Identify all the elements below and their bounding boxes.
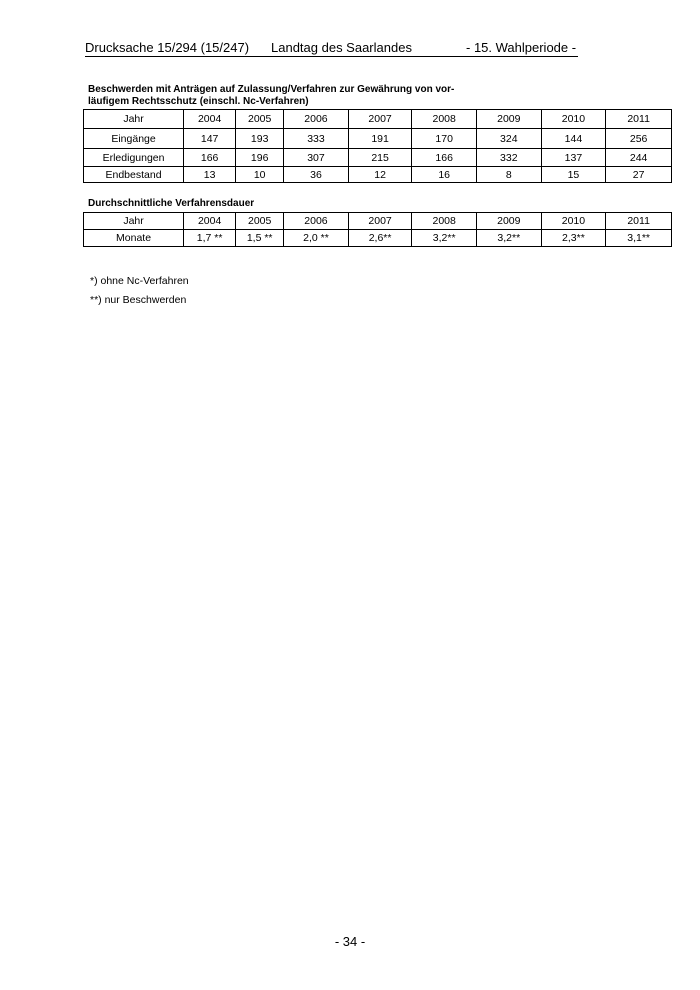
table-cell: 2,0 ** xyxy=(284,230,349,247)
table-cell: 2009 xyxy=(477,110,542,129)
table-cell: 137 xyxy=(541,149,606,167)
table-row xyxy=(84,167,672,183)
table-cell: 170 xyxy=(412,129,477,149)
table-cell: 3,1** xyxy=(606,230,672,247)
table-cell: 307 xyxy=(284,149,349,167)
document-number: Drucksache 15/294 (15/247) xyxy=(85,40,250,55)
table-cell: 166 xyxy=(184,149,236,167)
table1-caption-line2: läufigem Rechtsschutz (einschl. Nc-Verfahren) xyxy=(88,96,309,107)
table1-caption xyxy=(88,84,488,108)
header-underline xyxy=(85,56,578,57)
table-cell: 2,3** xyxy=(541,230,606,247)
table-cell: 2006 xyxy=(284,213,349,230)
table-cell: 8 xyxy=(477,167,542,183)
table-cell: 2004 xyxy=(184,213,236,230)
table-cell: 2009 xyxy=(477,213,542,230)
table-cell: 2007 xyxy=(348,213,412,230)
table-cell: 2011 xyxy=(606,213,672,230)
table-cell: 147 xyxy=(184,129,236,149)
page-number: - 34 - xyxy=(334,934,366,949)
table-cell: 2004 xyxy=(184,110,236,129)
table-row xyxy=(84,149,672,167)
table-cell: 332 xyxy=(477,149,542,167)
table2-caption: Durchschnittliche Verfahrensdauer xyxy=(88,198,255,209)
table-row xyxy=(84,129,672,149)
table-cell: Endbestand xyxy=(84,167,184,183)
table-cell: 193 xyxy=(236,129,284,149)
table-cell: 196 xyxy=(236,149,284,167)
table-cell: 333 xyxy=(284,129,349,149)
table1-caption-line1: Beschwerden mit Anträgen auf Zulassung/Verfahren zur Gewährung von vor- xyxy=(88,84,455,95)
table-cell: 16 xyxy=(412,167,477,183)
table-cell: Erledigungen xyxy=(84,149,184,167)
table-cell: 256 xyxy=(606,129,672,149)
table-cell: 2005 xyxy=(236,110,284,129)
table-cell: 10 xyxy=(236,167,284,183)
complaints-table xyxy=(83,109,672,183)
table-row xyxy=(84,110,672,129)
table-cell: 2008 xyxy=(412,110,477,129)
table-cell: 15 xyxy=(541,167,606,183)
parliament-name: Landtag des Saarlandes xyxy=(271,40,412,55)
legislative-period: - 15. Wahlperiode - xyxy=(466,40,577,55)
table-cell: 2005 xyxy=(236,213,284,230)
table-cell: 1,5 ** xyxy=(236,230,284,247)
table-cell: 191 xyxy=(348,129,412,149)
table-cell: 166 xyxy=(412,149,477,167)
table-cell: 27 xyxy=(606,167,672,183)
table-cell: Monate xyxy=(84,230,184,247)
table-cell: 2010 xyxy=(541,110,606,129)
table-cell: 2,6** xyxy=(348,230,412,247)
footnote-double-asterisk: **) nur Beschwerden xyxy=(90,294,187,306)
table-cell: 2006 xyxy=(284,110,349,129)
table-cell: 2007 xyxy=(348,110,412,129)
table-cell: 3,2** xyxy=(412,230,477,247)
table-cell: 1,7 ** xyxy=(184,230,236,247)
table-cell: 13 xyxy=(184,167,236,183)
table-row xyxy=(84,230,672,247)
table-cell: 36 xyxy=(284,167,349,183)
table-cell: 12 xyxy=(348,167,412,183)
table-cell: 2008 xyxy=(412,213,477,230)
table-cell: 3,2** xyxy=(477,230,542,247)
table-cell: 324 xyxy=(477,129,542,149)
table-cell: 244 xyxy=(606,149,672,167)
table-row xyxy=(84,213,672,230)
table-cell: 2010 xyxy=(541,213,606,230)
footnote-single-asterisk: *) ohne Nc-Verfahren xyxy=(90,275,189,287)
table-cell: Jahr xyxy=(84,110,184,129)
table-cell: 144 xyxy=(541,129,606,149)
table-cell: Jahr xyxy=(84,213,184,230)
table-cell: 2011 xyxy=(606,110,672,129)
table-cell: 215 xyxy=(348,149,412,167)
table-cell: Eingänge xyxy=(84,129,184,149)
duration-table xyxy=(83,212,672,247)
